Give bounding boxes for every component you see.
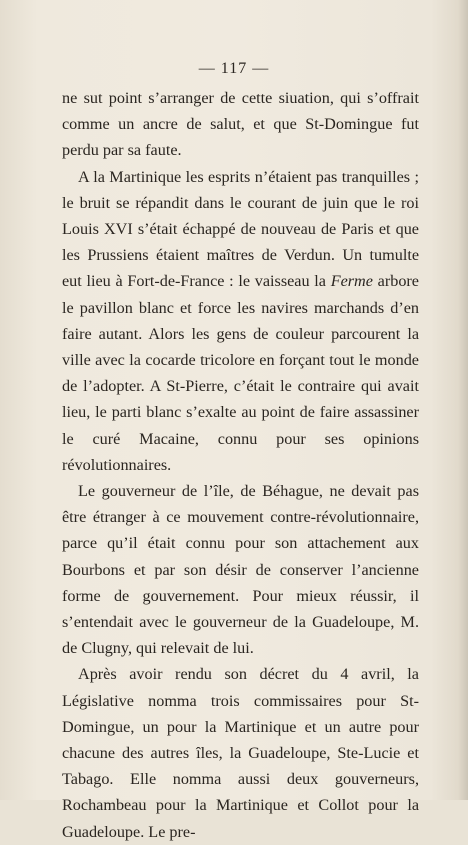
page-number: — 117 — — [198, 60, 270, 77]
paragraph-2-text-after: arbore le pavillon blanc et force les navires marchands d’en faire autant. Alors les gens de couleur parcourent la ville avec la cocarde tricolore en forçant tout le monde de l’adopter. A St-Pierre, c’était le contraire qui avait lieu, le parti blanc s’exalte au point de faire assassiner le curé Macaine, connu pour ses opinions révolutionnaires. — [62, 272, 419, 474]
paragraph-4: Après avoir rendu son décret du 4 avril, la Législative nomma trois commissaires pour St-Domingue, un pour la Martinique et un autre pour chacune des autres îles, la Guadeloupe, Ste-Lucie et Tabago. Elle nomma aussi deux gouverneurs, Rochambeau pour la Martinique et Collot pour la Guadeloupe. Le pre- — [62, 665, 419, 841]
paragraph-2 — [62, 164, 419, 478]
body-text — [62, 85, 419, 845]
ship-name: Ferme — [330, 272, 373, 291]
paragraph-3: Le gouverneur de l’île, de Béhague, ne devait pas être étranger à ce mouvement contre-révolutionnaire, parce qu’il était connu pour son attachement aux Bourbons et par son désir de conserver l’ancienne forme de gouvernement. Pour mieux réussir, il s’entendait avec le gouverneur de la Guadeloupe, M. de Clugny, qui relevait de lui. — [62, 482, 419, 658]
paragraph-1: ne sut point s’arranger de cette siuation, qui s’offrait comme un ancre de salut, et que St-Domingue fut perdu par sa faute. — [62, 89, 419, 160]
paragraph-2-text-before: A la Martinique les esprits n’étaient pas tranquilles ; le bruit se répandit dans le courant de juin que le roi Louis XVI s’était échappé de nouveau de Paris et que les Prussiens étaient maîtres de Verdun. Un tumulte eut lieu à Fort-de-France : le vaisseau la — [62, 167, 419, 291]
page-edge-shadow — [458, 0, 468, 800]
